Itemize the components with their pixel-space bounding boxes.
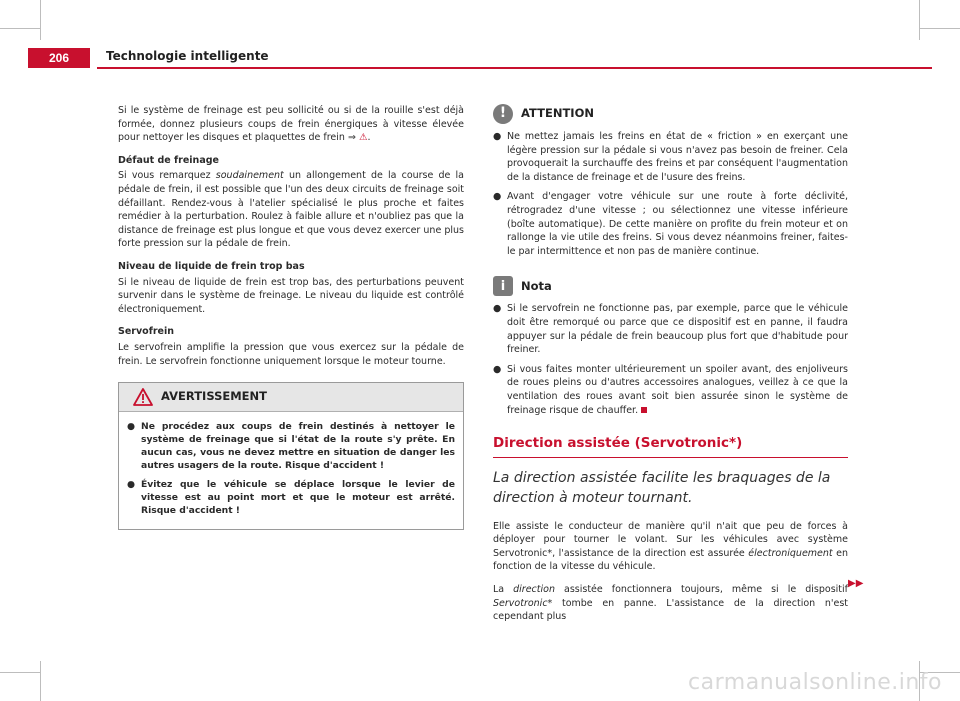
warning-body (119, 412, 463, 529)
warning-item: ● Ne procédez aux coups de frein destinés à nettoyer le système de freinage que si l'état de la route s'y prête. En aucun cas, vous ne devez mettre en situation de danger les autres usagers de la route. Risque d'accident ! (127, 421, 455, 472)
warning-item: ● Évitez que le véhicule se déplace lorsque le levier de vitesse est au point mort et que le moteur est arrêté. Risque d'accident ! (127, 479, 455, 517)
warning-title: AVERTISSEMENT (161, 389, 268, 404)
crop-mark (919, 0, 920, 40)
section-title: Direction assistée (Servotronic*) (493, 437, 848, 458)
chapter-title: Technologie intelligente (106, 49, 269, 63)
left-column (118, 104, 464, 530)
continue-arrow-icon[interactable]: ▶▶ (848, 578, 864, 589)
exclamation-icon: ! (493, 104, 513, 124)
warning-triangle-icon (133, 388, 153, 406)
heading-servofrein: Servofrein (118, 326, 174, 338)
nota-title: Nota (521, 278, 552, 293)
header-rule (97, 67, 932, 69)
nota-item: ● Si le servofrein ne fonctionne pas, par exemple, parce que le véhicule doit être remorqué ou parce que ce dispositif est en panne, il faudra appuyer sur la pédale de frein beaucoup plus fort que d'habitude pour freiner. (493, 303, 848, 356)
paragraph-direction: La direction assistée fonctionnera toujours, même si le dispositif Servotronic* tombe en panne. L'assistance de la direction n'est cependant plus (493, 584, 848, 623)
heading-brake-fluid: Niveau de liquide de frein trop bas (118, 260, 305, 272)
paragraph-servotronic: Elle assiste le conducteur de manière qu'il n'ait que peu de forces à déployer pour tourner le volant. Sur les véhicules avec système Servotronic*, l'assistance de la direction est assurée électroniquement en fonction de la vitesse du véhicule. (493, 520, 848, 573)
paragraph-brake-failure: Si vous remarquez soudainement un allongement de la course de la pédale de frein, il est possible que l'un des deux circuits de freinage soit défaillant. Rendez-vous à l'atelier spécialisé le plus proche et faites remédier à la perturbation. Roulez à faible allure et n'oubliez pas que la distance de freinage est plus longue et que vous devez exercer une plus forte pression sur la pédale de frein. (118, 170, 465, 250)
nota-item: ● Si vous faites monter ultérieurement un spoiler avant, des enjoliveurs de roues pleins ou d'autres accessoires analogues, veillez à ce que la ventilation des roues avant soit bien assurée sinon le système de freinage risque de chauffer. (493, 363, 848, 416)
warning-header (119, 383, 463, 412)
right-column (493, 104, 848, 633)
paragraph-brake-fluid: Si le niveau de liquide de frein est trop bas, des perturbations peuvent survenir dans le système de freinage. Le niveau du liquide est contrôlé électroniquement. (118, 276, 464, 315)
warning-box (118, 382, 464, 530)
crop-mark (920, 28, 960, 29)
heading-brake-failure: Défaut de freinage (118, 154, 219, 166)
attention-item: ● Avant d'engager votre véhicule sur une route à forte déclivité, rétrogradez d'une vitesse ; ou sélectionnez une vitesse inférieure (boîte automatique). De cette manière on profite du frein moteur et on rallonge la vie utile des freins. Si vous devez néanmoins freiner, faites-le par intermittence et non pas de manière continue. (493, 191, 848, 257)
warning-reference-icon[interactable]: ⚠ (358, 132, 368, 144)
attention-title: ATTENTION (521, 106, 594, 121)
paragraph-servofrein: Le servofrein amplifie la pression que vous exercez sur la pédale de frein. Le servofrein fonctionne uniquement lorsque le moteur tourne. (118, 341, 464, 367)
attention-header (493, 104, 848, 124)
crop-mark (0, 28, 40, 29)
attention-item: ● Ne mettez jamais les freins en état de « friction » en exerçant une légère pression sur la pédale si vous n'avez pas besoin de freiner. Cela provoquerait la surchauffe des freins et par conséquent l'augmentation de la distance de freinage et de l'usure des freins. (493, 131, 848, 183)
info-note-icon: i (493, 276, 513, 296)
crop-mark (40, 661, 41, 701)
section-lead: La direction assistée facilite les braquages de la direction à moteur tournant. (493, 469, 831, 506)
watermark: carmanualsonline.info (688, 670, 942, 695)
end-of-section-mark (641, 407, 647, 413)
crop-mark (40, 0, 41, 40)
crop-mark (0, 672, 40, 673)
page-number: 206 (28, 48, 90, 68)
nota-header (493, 276, 848, 296)
intro-paragraph: Si le système de freinage est peu sollicité ou si de la rouille s'est déjà formée, donnez plusieurs coups de frein énergiques à vitesse élevée pour nettoyer les disques et plaquettes de frein ⇒ ⚠. (118, 105, 464, 144)
